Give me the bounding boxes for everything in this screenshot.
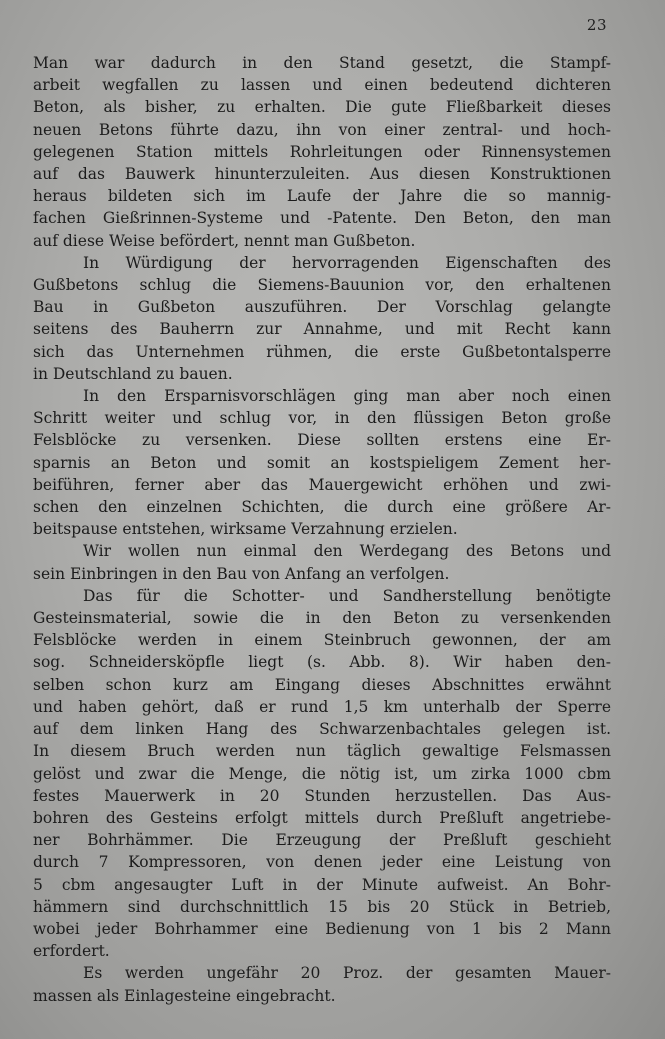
text-line: In den Ersparnisvorschlägen ging man aber noch einen [83, 387, 611, 406]
paragraph [33, 585, 611, 962]
paragraph [33, 540, 611, 584]
text-line: erfordert. [33, 942, 110, 961]
text-line: Felsblöcke werden in einem Steinbruch gewonnen, der am [33, 631, 611, 650]
text-line: auf das Bauwerk hinunterzuleiten. Aus diesen Konstruktionen [33, 165, 611, 184]
text-line: bohren des Gesteins erfolgt mittels durch Preßluft angetriebe- [33, 808, 611, 827]
text-line: fachen Gießrinnen-Systeme und -Patente. Den Beton, den man [33, 209, 611, 228]
text-line: neuen Betons führte dazu, ihn von einer zentral- und hoch- [33, 120, 611, 139]
text-line: arbeit wegfallen zu lassen und einen bedeutend dichteren [33, 76, 611, 95]
text-line: in Deutschland zu bauen. [33, 364, 233, 383]
text-line: Schritt weiter und schlug vor, in den flüssigen Beton große [33, 409, 611, 428]
text-line: 5 cbm angesaugter Luft in der Minute aufweist. An Bohr- [33, 875, 611, 894]
text-line: festes Mauerwerk in 20 Stunden herzustellen. Das Aus- [33, 786, 611, 805]
text-line: heraus bildeten sich im Laufe der Jahre die so mannig- [33, 187, 611, 206]
text-line: Bau in Gußbeton auszuführen. Der Vorschlag gelangte [33, 298, 611, 317]
text-line: durch 7 Kompressoren, von denen jeder eine Leistung von [33, 853, 611, 872]
text-line: beiführen, ferner aber das Mauergewicht erhöhen und zwi- [33, 475, 611, 494]
text-line: sein Einbringen in den Bau von Anfang an verfolgen. [33, 564, 450, 583]
text-line: sich das Unternehmen rühmen, die erste Gußbetontalsperre [33, 342, 611, 361]
text-line: beitspause entstehen, wirksame Verzahnung erzielen. [33, 520, 458, 539]
text-line: Man war dadurch in den Stand gesetzt, die Stampf- [33, 54, 611, 72]
body-text [33, 52, 611, 1007]
text-line: gelöst und zwar die Menge, die nötig ist, um zirka 1000 cbm [33, 764, 611, 783]
text-line: schen den einzelnen Schichten, die durch eine größere Ar- [33, 498, 611, 517]
text-line: Felsblöcke zu versenken. Diese sollten erstens eine Er- [33, 431, 611, 450]
text-line: Das für die Schotter- und Sandherstellung benötigte [83, 586, 611, 605]
text-line: massen als Einlagesteine eingebracht. [33, 986, 336, 1005]
text-line: wobei jeder Bohrhammer eine Bedienung von 1 bis 2 Mann [33, 919, 611, 938]
text-line: Gußbetons schlug die Siemens-Bauunion vor, den erhaltenen [33, 276, 611, 295]
text-line: Es werden ungefähr 20 Proz. der gesamten Mauer- [83, 964, 611, 983]
text-line: Beton, als bisher, zu erhalten. Die gute Fließbarkeit dieses [33, 98, 611, 117]
text-line: In Würdigung der hervorragenden Eigenschaften des [83, 253, 611, 272]
page-number: 23 [586, 16, 607, 34]
text-line: gelegenen Station mittels Rohrleitungen oder Rinnensystemen [33, 142, 611, 161]
text-line: und haben gehört, daß er rund 1,5 km unterhalb der Sperre [33, 697, 611, 716]
text-line: hämmern sind durchschnittlich 15 bis 20 Stück in Betrieb, [33, 897, 611, 916]
text-line: auf diese Weise befördert, nennt man Gußbeton. [33, 231, 416, 250]
text-line: sog. Schneidersköpfle liegt (s. Abb. 8). Wir haben den- [33, 653, 611, 672]
text-line: auf dem linken Hang des Schwarzenbachtales gelegen ist. [33, 720, 611, 739]
paragraph [33, 962, 611, 1006]
text-line: In diesem Bruch werden nun täglich gewaltige Felsmassen [33, 742, 611, 761]
text-line: ner Bohrhämmer. Die Erzeugung der Preßluft geschieht [33, 831, 611, 850]
paragraph [33, 252, 611, 385]
paragraph [33, 385, 611, 540]
paragraph [33, 52, 611, 252]
text-line: Wir wollen nun einmal den Werdegang des Betons und [83, 542, 611, 561]
text-line: Gesteinsmaterial, sowie die in den Beton zu versenkenden [33, 609, 611, 628]
text-line: selben schon kurz am Eingang dieses Abschnittes erwähnt [33, 675, 611, 694]
text-line: sparnis an Beton und somit an kostspieligem Zement her- [33, 453, 611, 472]
text-line: seitens des Bauherrn zur Annahme, und mit Recht kann [33, 320, 611, 339]
